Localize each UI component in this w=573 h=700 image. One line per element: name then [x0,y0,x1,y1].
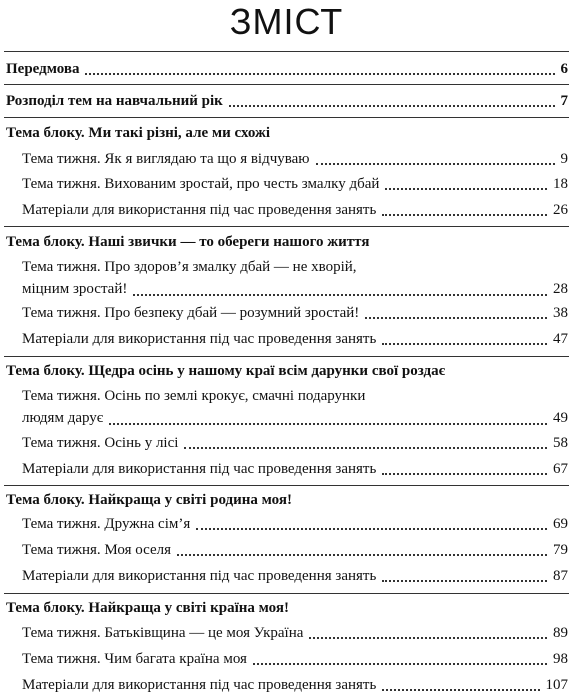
toc-entry[interactable] [6,60,568,79]
toc-entry-label: Тема тижня. Моя оселя [22,542,172,558]
toc-entry[interactable] [22,175,568,194]
leader-dots [133,294,547,296]
toc-entry-label: Тема тижня. Дружна сім’я [22,516,191,532]
divider [4,593,569,594]
toc-entry[interactable] [22,256,568,300]
toc-entry[interactable] [6,92,568,111]
toc-entry-page: 58 [553,435,568,451]
leader-dots [385,188,547,190]
leader-dots [253,663,547,665]
divider [4,84,569,85]
block-heading: Тема блоку. Ми такі різні, але ми схожі [6,125,271,141]
toc-entry-page: 6 [560,61,568,77]
toc-entry-label: Тема тижня. Осінь по землі крокує, смачні подарунки [22,388,366,404]
toc-entry-page: 26 [553,202,568,218]
leader-dots [109,423,547,425]
toc-entry-label: Матеріали для використання під час проведення занять [22,568,377,584]
toc-entry[interactable] [22,201,568,220]
leader-dots [309,637,547,639]
leader-dots [382,214,547,216]
toc-entry-page: 18 [553,176,568,192]
toc-entry[interactable] [22,385,568,429]
toc-entry-label: Матеріали для використання під час проведення занять [22,461,377,477]
leader-dots [316,163,555,165]
toc-entry-page: 47 [553,331,568,347]
toc-entry-page: 107 [545,677,568,693]
toc-entry-page: 67 [553,461,568,477]
toc-entry-label: Тема тижня. Чим багата країна моя [22,651,247,667]
toc-entry-label: Матеріали для використання під час проведення занять [22,331,377,347]
toc-entry-label: Матеріали для використання під час проведення занять [22,677,377,693]
toc-entry-label: Тема тижня. Про здоров’я змалку дбай — не хворій, [22,259,357,275]
page-title: ЗМІСТ [229,1,344,42]
toc-entry[interactable] [22,460,568,479]
toc-entry-label: Матеріали для використання під час проведення занять [22,202,377,218]
leader-dots [196,528,547,530]
toc-entry[interactable] [22,304,568,323]
toc-entry[interactable] [22,541,568,560]
leader-dots [229,105,555,107]
block-heading: Тема блоку. Щедра осінь у нашому краї всім дарунки свої роздає [6,363,446,379]
divider [4,117,569,118]
divider [4,356,569,357]
leader-dots [382,689,539,691]
toc-entry-label: Тема тижня. Батьківщина — це моя Україна [22,625,304,641]
toc-entry-page: 98 [553,651,568,667]
toc-entry[interactable] [22,624,568,643]
divider [4,485,569,486]
toc-entry-label: Тема тижня. Осінь у лісі [22,435,179,451]
leader-dots [177,554,547,556]
toc-entry[interactable] [22,515,568,534]
toc-entry-page: 7 [560,93,568,109]
divider [4,226,569,227]
toc-entry-label: Тема тижня. Вихованим зростай, про честь змалку дбай [22,176,380,192]
toc-entry-label: Тема тижня. Як я виглядаю та що я відчуваю [22,151,310,167]
toc-entry-label: Розподіл тем на навчальний рік [6,93,223,109]
toc-entry-label-cont: міцним зростай! [22,281,128,297]
block-heading: Тема блоку. Найкраща у світі країна моя! [6,600,289,616]
block-heading: Тема блоку. Наші звички — то обереги нашого життя [6,234,370,250]
toc-entry[interactable] [22,676,568,695]
toc-entry[interactable] [22,330,568,349]
toc-entry-page: 9 [560,151,568,167]
toc-entry[interactable] [22,150,568,169]
leader-dots [382,580,547,582]
toc-entry-label: Тема тижня. Про безпеку дбай — розумний зростай! [22,305,360,321]
toc-entry-page: 49 [553,410,568,426]
divider [4,51,569,52]
toc-entry[interactable] [22,650,568,669]
leader-dots [382,473,547,475]
block-heading: Тема блоку. Найкраща у світі родина моя! [6,492,292,508]
leader-dots [365,317,547,319]
toc-entry-label: Передмова [6,61,80,77]
toc-entry[interactable] [22,567,568,586]
leader-dots [382,343,547,345]
toc-entry-page: 69 [553,516,568,532]
leader-dots [184,447,547,449]
toc-entry-page: 28 [553,281,568,297]
toc-entry-label-cont: людям дарує [22,410,104,426]
toc-entry-page: 89 [553,625,568,641]
leader-dots [85,73,554,75]
toc-entry-page: 87 [553,568,568,584]
toc-entry-page: 79 [553,542,568,558]
toc-entry[interactable] [22,434,568,453]
toc-entry-page: 38 [553,305,568,321]
